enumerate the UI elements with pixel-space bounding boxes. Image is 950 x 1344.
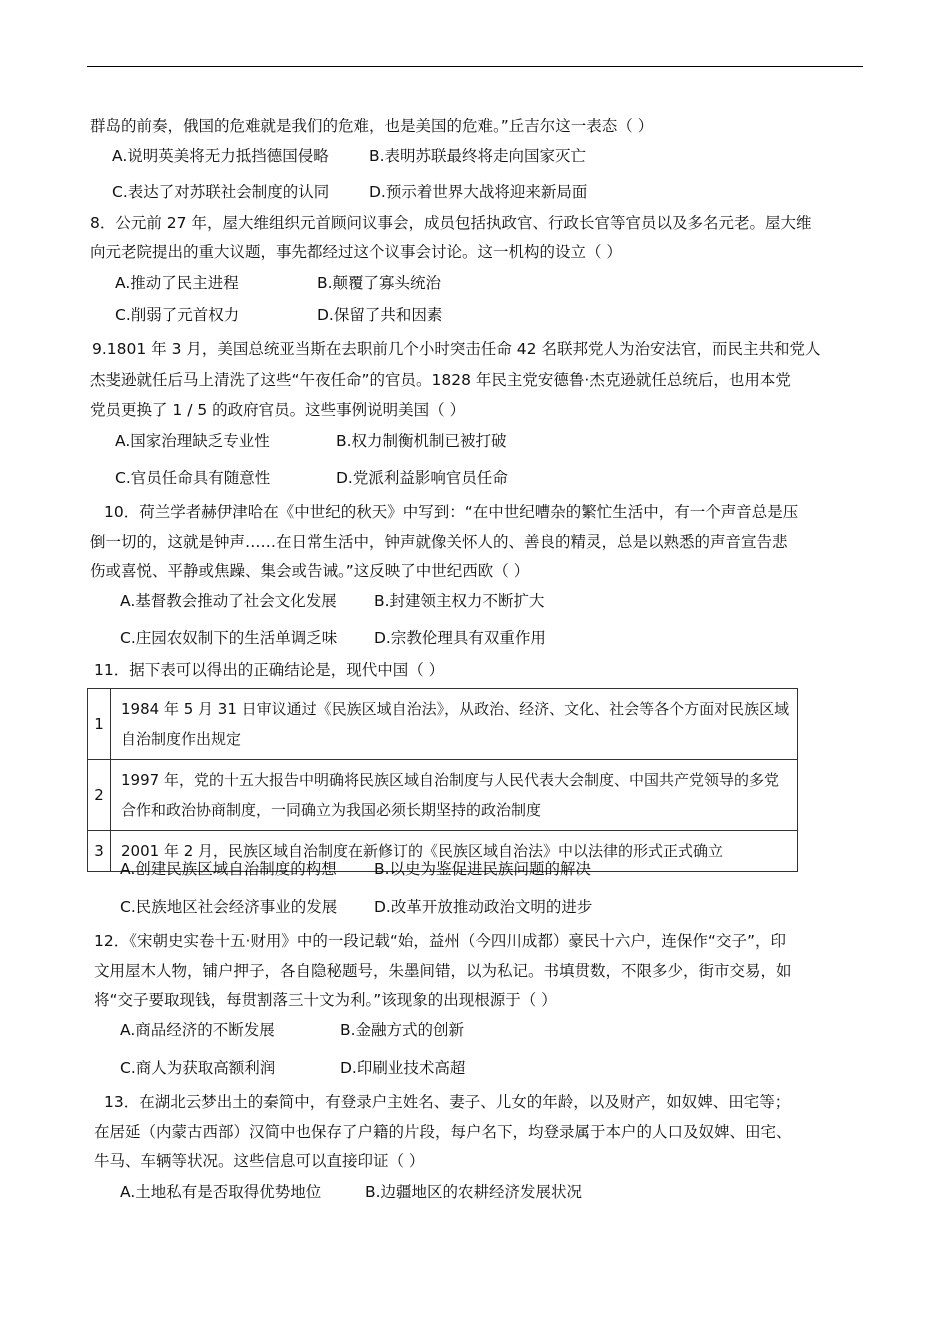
q10-stem-line-1: 10．荷兰学者赫伊津哈在《中世纪的秋天》中写到：“在中世纪嘈杂的繁忙生活中，有一个声音总是压 bbox=[104, 503, 799, 521]
q12-stem-line-3: 将“交子要取现钱，每贯割落三十文为利。”该现象的出现根源于（ ） bbox=[94, 991, 557, 1009]
q8-option-b: B.颠覆了寡头统治 bbox=[317, 274, 442, 292]
q8-stem-line-1: 8．公元前 27 年，屋大维组织元首顾问议事会，成员包括执政官、行政长官等官员以及多名元老。屋大维 bbox=[90, 214, 812, 232]
q10-option-b: B.封建领主权力不断扩大 bbox=[374, 592, 545, 610]
q13-stem-line-2: 在居延（内蒙古西部）汉简中也保存了户籍的片段，每户名下，均登录属于本户的人口及奴婢、田宅、 bbox=[94, 1123, 792, 1141]
q11-option-b: B.以史为鉴促进民族问题的解决 bbox=[374, 860, 592, 878]
q10-option-d: D.宗教伦理具有双重作用 bbox=[374, 629, 546, 647]
q7-option-b: B.表明苏联最终将走向国家灭亡 bbox=[369, 147, 587, 165]
q9-option-c: C.官员任命具有随意性 bbox=[115, 469, 271, 487]
row-number: 3 bbox=[88, 831, 111, 872]
q9-stem-line-1: 9.1801 年 3 月，美国总统亚当斯在去职前几个小时突击任命 42 名联邦党人为治安法官，而民主共和党人 bbox=[92, 340, 821, 358]
header-rule bbox=[87, 66, 863, 67]
q8-option-a: A.推动了民主进程 bbox=[115, 274, 239, 292]
q12-stem-line-2: 文用屋木人物，铺户押子，各自隐秘题号，朱墨间错，以为私记。书填贯数，不限多少，街市交易，如 bbox=[94, 962, 792, 980]
table-row bbox=[88, 689, 798, 760]
q12-option-c: C.商人为获取高额利润 bbox=[120, 1059, 276, 1077]
row-number: 2 bbox=[88, 760, 111, 831]
row-text: 1997 年，党的十五大报告中明确将民族区域自治制度与人民代表大会制度、中国共产党领导的多党合作和政治协商制度，一同确立为我国必须长期坚持的政治制度 bbox=[111, 760, 798, 831]
q8-stem-line-2: 向元老院提出的重大议题，事先都经过这个议事会讨论。这一机构的设立（ ） bbox=[90, 243, 622, 261]
q12-option-b: B.金融方式的创新 bbox=[340, 1021, 465, 1039]
q9-stem-line-3: 党员更换了 1 / 5 的政府官员。这些事例说明美国（ ） bbox=[90, 401, 466, 419]
q8-option-d: D.保留了共和因素 bbox=[317, 306, 443, 324]
q10-option-c: C.庄园农奴制下的生活单调乏味 bbox=[120, 629, 338, 647]
q11-option-c: C.民族地区社会经济事业的发展 bbox=[120, 898, 338, 916]
q13-stem-line-3: 牛马、车辆等状况。这些信息可以直接印证（ ） bbox=[94, 1152, 425, 1170]
table-row bbox=[88, 760, 798, 831]
q13-stem-line-1: 13．在湖北云梦出土的秦简中，有登录户主姓名、妻子、儿女的年龄，以及财产，如奴婢、田宅等； bbox=[104, 1093, 791, 1111]
row-text: 2001 年 2 月，民族区域自治制度在新修订的《民族区域自治法》中以法律的形式正式确立 bbox=[111, 831, 798, 872]
q10-option-a: A.基督教会推动了社会文化发展 bbox=[120, 592, 337, 610]
q10-stem-line-2: 倒一切的，这就是钟声……在日常生活中，钟声就像关怀人的、善良的精灵，总是以熟悉的声音宣告悲 bbox=[90, 533, 788, 551]
row-text: 1984 年 5 月 31 日审议通过《民族区域自治法》，从政治、经济、文化、社会等各个方面对民族区域自治制度作出规定 bbox=[111, 689, 798, 760]
q7-option-d: D.预示着世界大战将迎来新局面 bbox=[369, 183, 588, 201]
q7-option-c: C.表达了对苏联社会制度的认同 bbox=[112, 183, 330, 201]
q11-option-a: A.创建民族区域自治制度的构想 bbox=[120, 860, 337, 878]
q11-stem: 11．据下表可以得出的正确结论是，现代中国（ ） bbox=[94, 661, 445, 679]
q13-option-b: B.边疆地区的农耕经济发展状况 bbox=[365, 1183, 583, 1201]
q9-option-d: D.党派利益影响官员任命 bbox=[336, 469, 508, 487]
q11-option-d: D.改革开放推动政治文明的进步 bbox=[374, 898, 593, 916]
q11-policy-table bbox=[87, 688, 798, 872]
q9-option-b: B.权力制衡机制已被打破 bbox=[336, 432, 507, 450]
q12-option-a: A.商品经济的不断发展 bbox=[120, 1021, 275, 1039]
q12-stem-line-1: 12．《宋朝史实卷十五·财用》中的一段记载“始，益州（今四川成都）豪民十六户，连保作“交子”，印 bbox=[94, 932, 786, 950]
q10-stem-line-3: 伤或喜悦、平静或焦躁、集会或告诫。”这反映了中世纪西欧（ ） bbox=[90, 562, 530, 580]
q9-stem-line-2: 杰斐逊就任后马上清洗了这些“午夜任命”的官员。1828 年民主党安德鲁·杰克逊就任总统后，也用本党 bbox=[90, 371, 791, 389]
q9-option-a: A.国家治理缺乏专业性 bbox=[115, 432, 270, 450]
q13-option-a: A.土地私有是否取得优势地位 bbox=[120, 1183, 322, 1201]
q7-option-a: A.说明英美将无力抵挡德国侵略 bbox=[112, 147, 329, 165]
q7-stem-continuation: 群岛的前奏，俄国的危难就是我们的危难，也是美国的危难。”丘吉尔这一表态（ ） bbox=[90, 117, 654, 135]
q8-option-c: C.削弱了元首权力 bbox=[115, 306, 240, 324]
q12-option-d: D.印刷业技术高超 bbox=[340, 1059, 466, 1077]
row-number: 1 bbox=[88, 689, 111, 760]
